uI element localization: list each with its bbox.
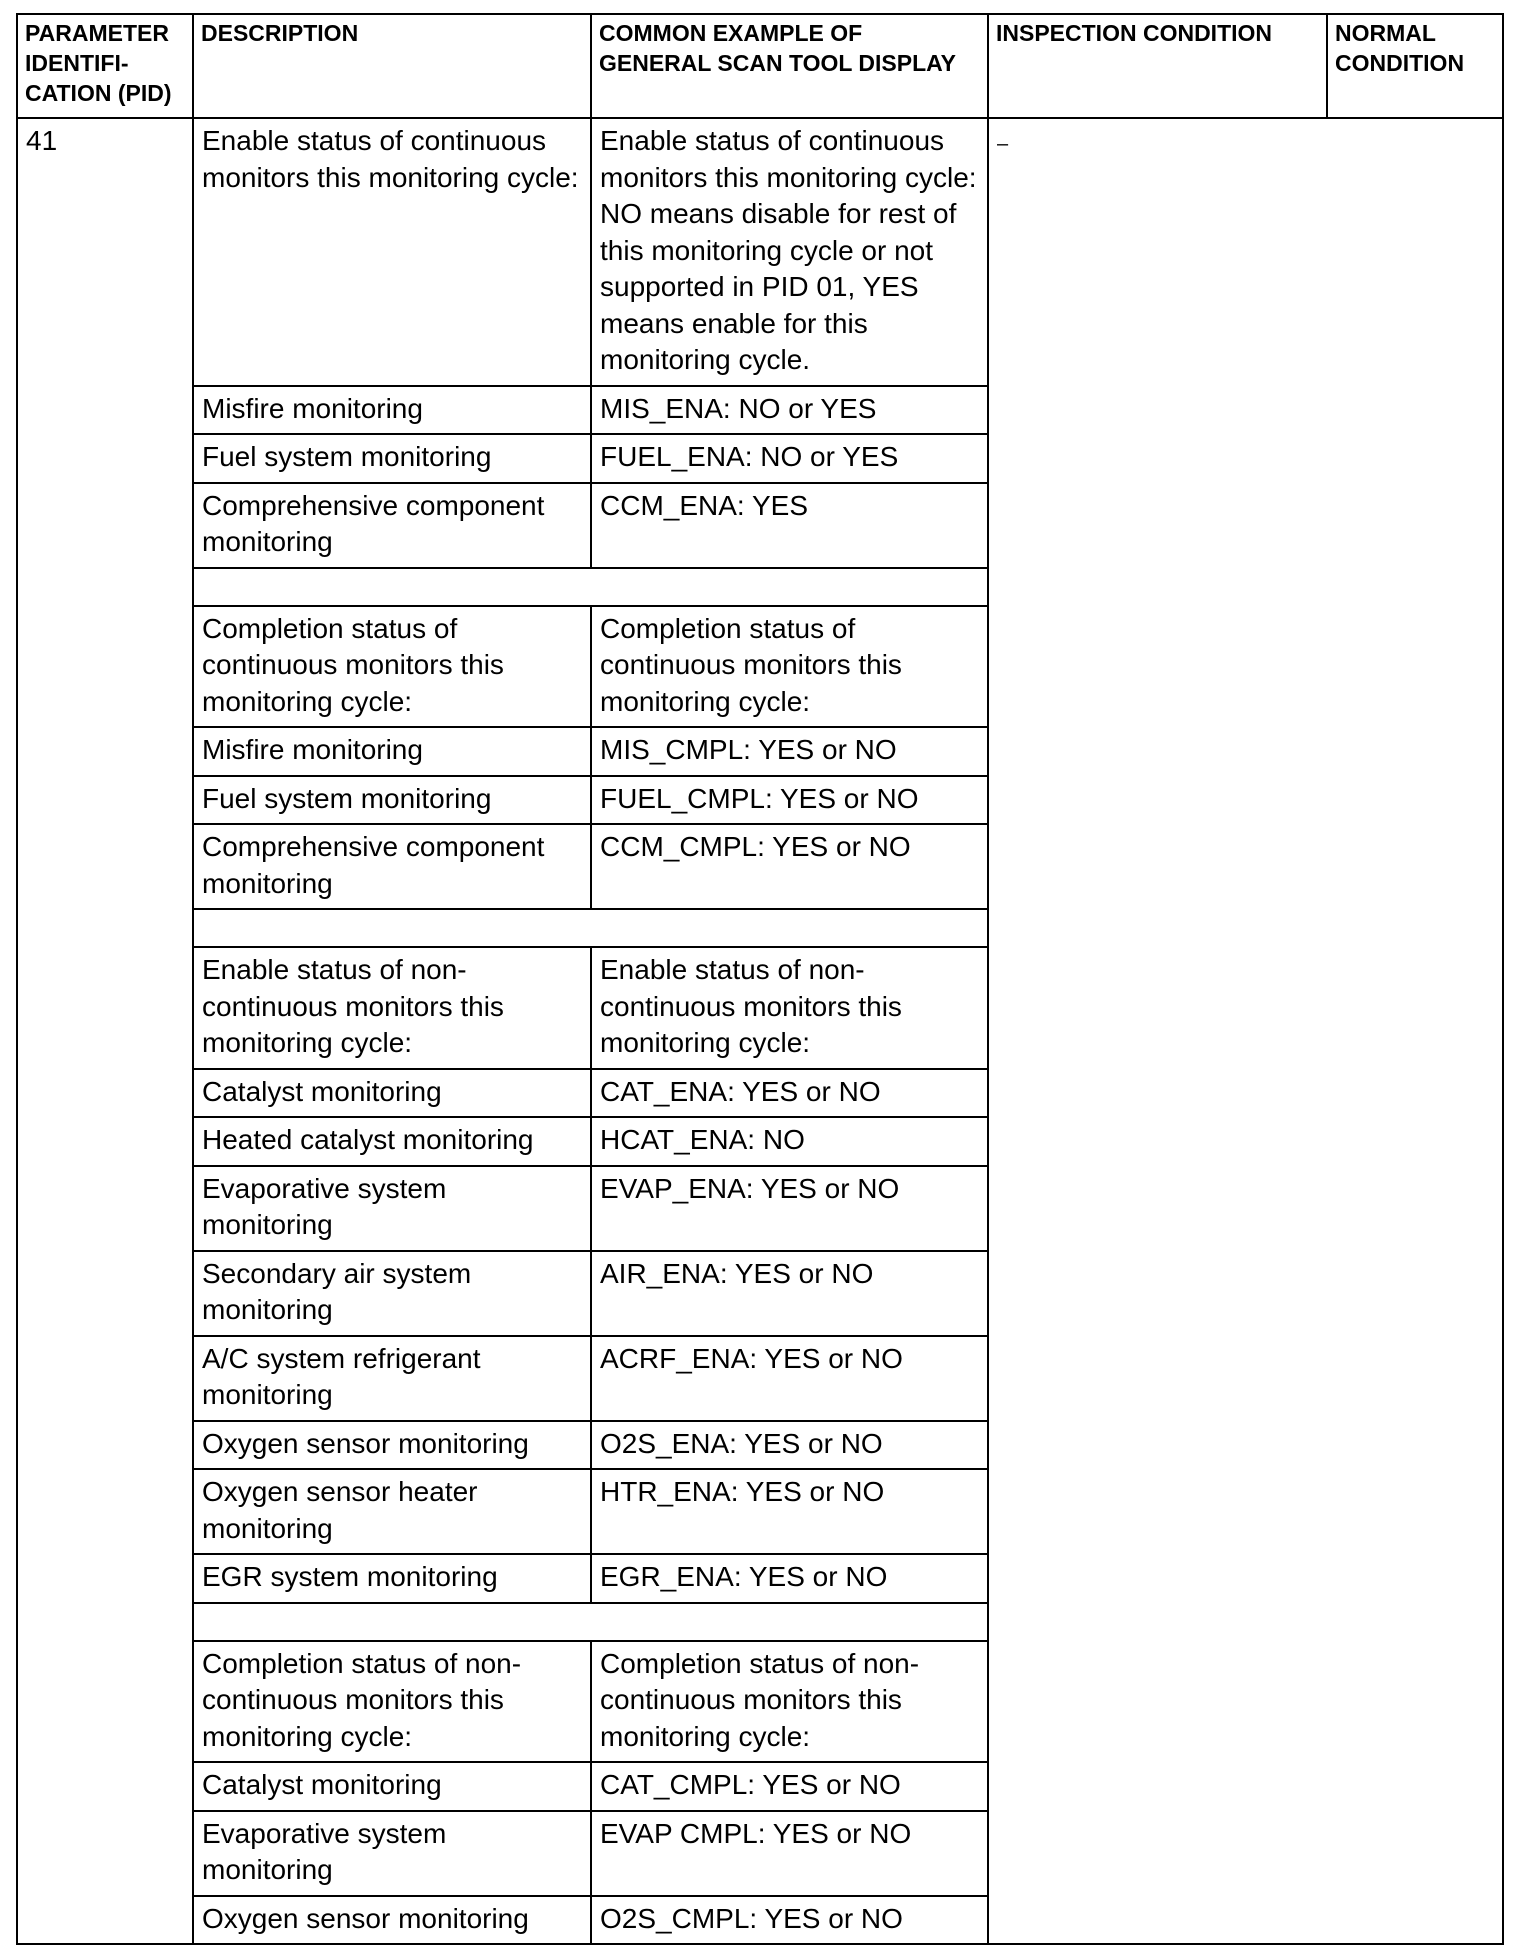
pid-cell: 41 <box>17 118 193 1944</box>
description-cell: Completion status of continuous monitors this monitoring cycle: <box>193 606 591 728</box>
display-cell: MIS_ENA: NO or YES <box>591 386 988 435</box>
description-cell: Oxygen sensor heater monitoring <box>193 1469 591 1554</box>
display-cell: ACRF_ENA: YES or NO <box>591 1336 988 1421</box>
display-cell: Enable status of non-continuous monitors this monitoring cycle: <box>591 947 988 1069</box>
display-cell: Enable status of continuous monitors this monitoring cycle: NO means disable for rest of this monitoring cycle or not supported in PID 01, YES means enable for this monitoring cycle. <box>591 118 988 386</box>
display-cell: O2S_CMPL: YES or NO <box>591 1896 988 1945</box>
display-cell: EGR_ENA: YES or NO <box>591 1554 988 1603</box>
display-cell: Completion status of non-continuous monitors this monitoring cycle: <box>591 1641 988 1763</box>
header-scan-tool-display: COMMON EXAMPLE OF GENERAL SCAN TOOL DISPLAY <box>591 14 988 118</box>
description-cell: Enable status of continuous monitors this monitoring cycle: <box>193 118 591 386</box>
description-cell: A/C system refrigerant monitoring <box>193 1336 591 1421</box>
display-cell: Completion status of continuous monitors this monitoring cycle: <box>591 606 988 728</box>
header-description: DESCRIPTION <box>193 14 591 118</box>
description-cell: Oxygen sensor monitoring <box>193 1896 591 1945</box>
description-cell: Oxygen sensor monitoring <box>193 1421 591 1470</box>
display-cell: EVAP CMPL: YES or NO <box>591 1811 988 1896</box>
description-cell: Evaporative system monitoring <box>193 1166 591 1251</box>
description-cell: Catalyst monitoring <box>193 1069 591 1118</box>
description-cell: Fuel system monitoring <box>193 434 591 483</box>
header-pid: PARAMETER IDENTIFI-CATION (PID) <box>17 14 193 118</box>
display-cell: HCAT_ENA: NO <box>591 1117 988 1166</box>
pid-table <box>16 13 1504 1945</box>
blank-cell <box>193 1603 988 1641</box>
description-cell: Comprehensive component monitoring <box>193 483 591 568</box>
description-cell: Misfire monitoring <box>193 386 591 435</box>
header-inspection-condition: INSPECTION CONDITION <box>988 14 1327 118</box>
inspection-cell <box>988 118 1503 1944</box>
blank-cell <box>193 568 988 606</box>
display-cell: CAT_ENA: YES or NO <box>591 1069 988 1118</box>
description-cell: Misfire monitoring <box>193 727 591 776</box>
display-cell: FUEL_ENA: NO or YES <box>591 434 988 483</box>
display-cell: CCM_CMPL: YES or NO <box>591 824 988 909</box>
description-cell: Evaporative system monitoring <box>193 1811 591 1896</box>
display-cell: AIR_ENA: YES or NO <box>591 1251 988 1336</box>
display-cell: EVAP_ENA: YES or NO <box>591 1166 988 1251</box>
description-cell: Secondary air system monitoring <box>193 1251 591 1336</box>
description-cell: Heated catalyst monitoring <box>193 1117 591 1166</box>
header-row <box>17 14 1503 118</box>
description-cell: Catalyst monitoring <box>193 1762 591 1811</box>
description-cell: Enable status of non-continuous monitors this monitoring cycle: <box>193 947 591 1069</box>
display-cell: CCM_ENA: YES <box>591 483 988 568</box>
display-cell: O2S_ENA: YES or NO <box>591 1421 988 1470</box>
display-cell: MIS_CMPL: YES or NO <box>591 727 988 776</box>
blank-cell <box>193 909 988 947</box>
display-cell: HTR_ENA: YES or NO <box>591 1469 988 1554</box>
description-cell: Completion status of non-continuous monitors this monitoring cycle: <box>193 1641 591 1763</box>
header-normal-condition: NORMAL CONDITION <box>1327 14 1503 118</box>
display-cell: CAT_CMPL: YES or NO <box>591 1762 988 1811</box>
inspection-dash: – <box>997 133 1009 155</box>
display-cell: FUEL_CMPL: YES or NO <box>591 776 988 825</box>
description-cell: EGR system monitoring <box>193 1554 591 1603</box>
table-row <box>17 118 1503 386</box>
description-cell: Fuel system monitoring <box>193 776 591 825</box>
description-cell: Comprehensive component monitoring <box>193 824 591 909</box>
